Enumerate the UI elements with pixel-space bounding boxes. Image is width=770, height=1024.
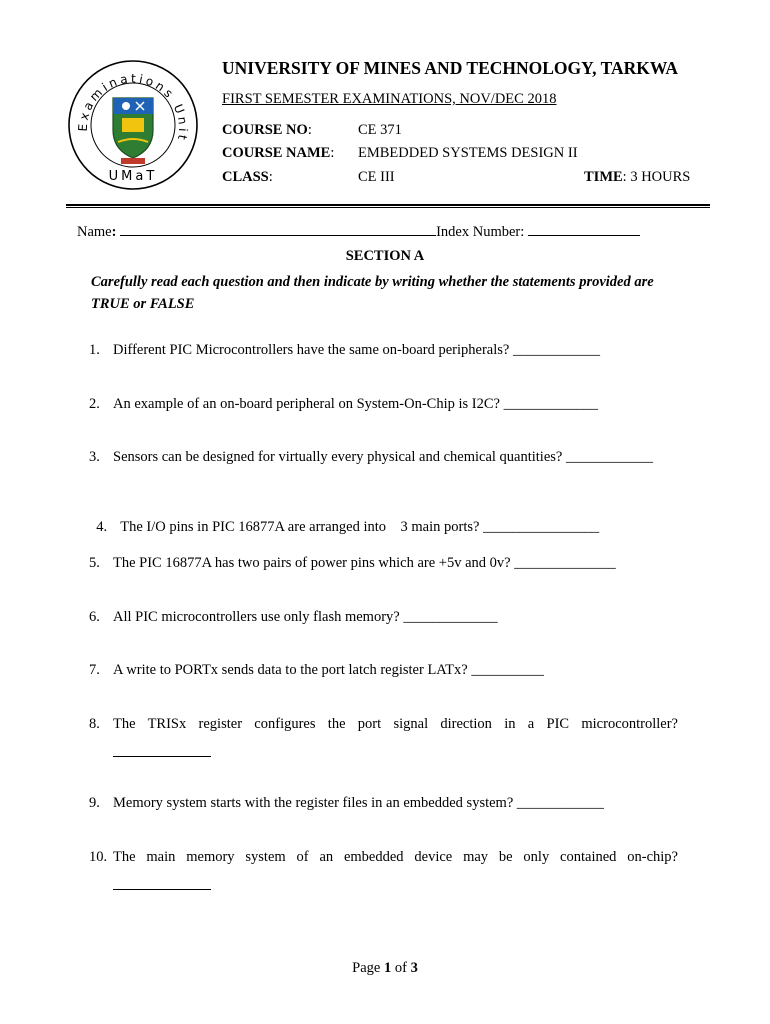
question-10-answer-blank[interactable] bbox=[113, 888, 211, 890]
question-7 bbox=[89, 662, 544, 679]
question-5 bbox=[89, 555, 616, 572]
question-8-answer-blank[interactable] bbox=[113, 755, 211, 757]
total-pages: 3 bbox=[410, 960, 418, 976]
class-label: CLASS bbox=[222, 169, 269, 185]
time-value: : 3 HOURS bbox=[622, 169, 691, 185]
question-number: 7. bbox=[89, 662, 100, 678]
exam-title: FIRST SEMESTER EXAMINATIONS, NOV/DEC 2018 bbox=[222, 91, 557, 107]
question-6 bbox=[89, 609, 498, 626]
question-number: 1. bbox=[89, 342, 100, 358]
question-3 bbox=[89, 449, 653, 466]
question-text: The main memory system of an embedded device may be only contained on-chip? bbox=[113, 849, 678, 865]
question-number: 9. bbox=[89, 795, 100, 811]
question-text: All PIC microcontrollers use only flash memory? _____________ bbox=[113, 609, 498, 625]
svg-text:Examinations Unit: Examinations Unit bbox=[75, 71, 191, 144]
header-divider-thin bbox=[66, 207, 710, 208]
question-1 bbox=[89, 342, 600, 359]
question-9 bbox=[89, 795, 604, 812]
question-number: 5. bbox=[89, 555, 100, 571]
question-number: 2. bbox=[89, 396, 100, 412]
question-number: 8. bbox=[89, 716, 100, 732]
of-label: of bbox=[391, 960, 411, 976]
question-number: 3. bbox=[89, 449, 100, 465]
question-4 bbox=[89, 502, 599, 536]
header-divider bbox=[66, 204, 710, 206]
candidate-info-line: Name: Index Number: bbox=[77, 223, 640, 241]
class-row: CLASS: bbox=[222, 169, 273, 185]
question-text: The PIC 16877A has two pairs of power pins which are +5v and 0v? ______________ bbox=[113, 555, 616, 571]
university-seal-logo bbox=[66, 58, 200, 192]
question-text: A write to PORTx sends data to the port latch register LATx? __________ bbox=[113, 662, 544, 678]
index-number-blank[interactable] bbox=[528, 223, 640, 236]
question-8 bbox=[89, 716, 678, 733]
page-number: 1 bbox=[383, 960, 392, 976]
question-2 bbox=[89, 396, 598, 413]
question-text: Memory system starts with the register files in an embedded system? ____________ bbox=[113, 795, 604, 811]
section-title: SECTION A bbox=[345, 248, 425, 264]
section-instructions: Carefully read each question and then indicate by writing whether the statements provided are TRUE or FALSE bbox=[91, 274, 654, 312]
page-footer bbox=[0, 960, 770, 977]
index-number-label: Index Number: bbox=[436, 224, 528, 240]
question-number: 6. bbox=[89, 609, 100, 625]
course-name-value: EMBEDDED SYSTEMS DESIGN II bbox=[358, 145, 578, 161]
question-text: An example of an on-board peripheral on System-On-Chip is I2C? _____________ bbox=[113, 396, 598, 412]
course-no-row: COURSE NO: bbox=[222, 122, 312, 138]
time-label: TIME bbox=[584, 169, 623, 185]
name-blank[interactable] bbox=[120, 223, 436, 236]
page-label: Page bbox=[352, 960, 384, 976]
university-name: UNIVERSITY OF MINES AND TECHNOLOGY, TARKWA bbox=[222, 58, 679, 78]
question-text: Sensors can be designed for virtually every physical and chemical quantities? ____________ bbox=[113, 449, 653, 465]
time-row bbox=[584, 169, 690, 186]
course-no-value: CE 371 bbox=[358, 122, 402, 138]
course-name-row: COURSE NAME: bbox=[222, 145, 335, 161]
question-text: The I/O pins in PIC 16877A are arranged into 3 main ports? ________________ bbox=[120, 519, 600, 535]
question-10 bbox=[89, 849, 678, 866]
question-text: Different PIC Microcontrollers have the same on-board peripherals? ____________ bbox=[113, 342, 600, 358]
question-number: 4. bbox=[96, 519, 108, 535]
svg-text:UMaT: UMaT bbox=[108, 169, 158, 184]
question-number: 10. bbox=[89, 849, 108, 865]
name-label: Name bbox=[77, 224, 112, 240]
course-name-label: COURSE NAME bbox=[222, 145, 331, 161]
class-value: CE III bbox=[358, 169, 395, 185]
course-no-label: COURSE NO bbox=[222, 122, 308, 138]
question-text: The TRISx register configures the port signal direction in a PIC microcontroller? bbox=[113, 716, 678, 732]
